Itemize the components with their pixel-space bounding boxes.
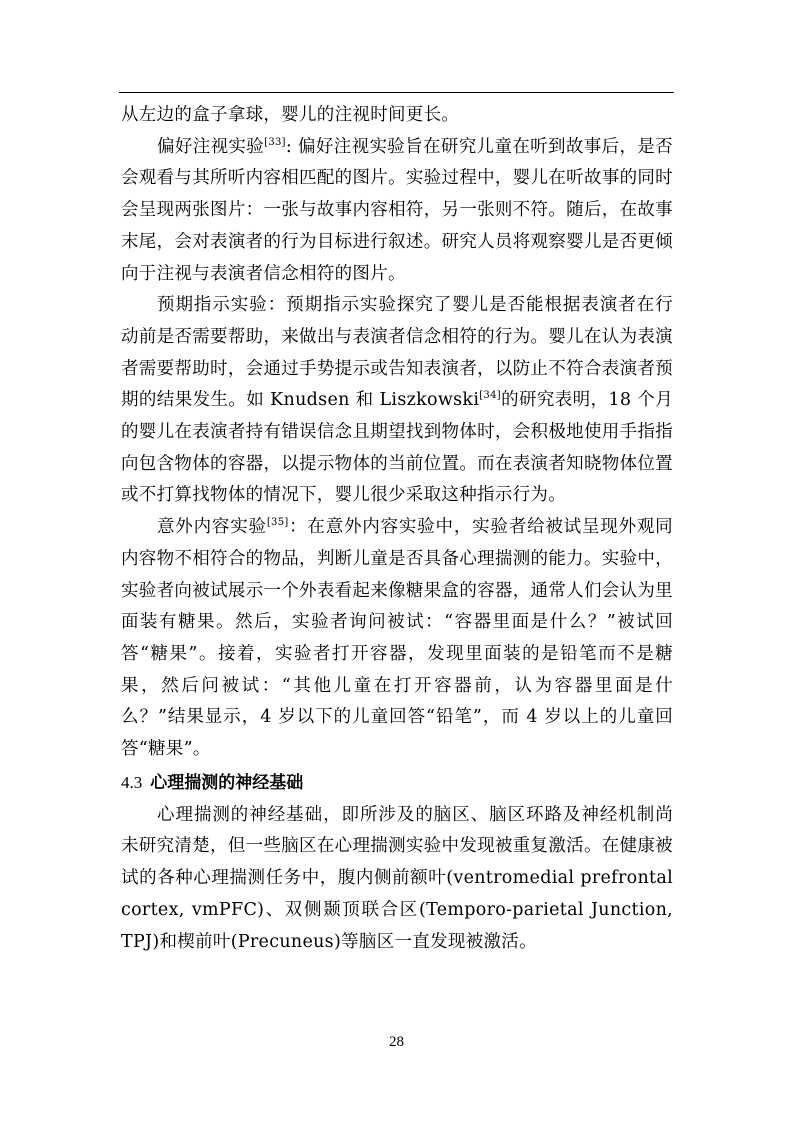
neural-basis-paragraph: 心理揣测的神经基础，即所涉及的脑区、脑区环路及神经机制尚未研究清楚，但一些脑区在心理揣测实验中发现被重复激活。在健康被试的各种心理揣测任务中，腹内侧前额叶(ventromedial prefrontal cortex, vmPFC)、双侧颞顶联合区(Temporo-parietal Junction, TPJ)和楔前叶(Precuneus)等脑区一直发现被激活。 [121,804,673,952]
unexpected-contents-lead: 意外内容实验 [157,517,267,538]
unexpected-contents-paragraph [121,512,673,766]
unexpected-contents-body: ：在意外内容实验中，实验者给被试呈现外观同内容物不相符合的物品，判断儿童是否具备心理揣测的能力。实验中，实验者向被试展示一个外表看起来像糖果盒的容器，通常人们会认为里面装有糖果。然后，实验者询问被试：“容器里面是什么？”被试回答“糖果”。接着，实验者打开容器，发现里面装的是铅笔而不是糖果，然后问被试：“其他儿童在打开容器前，认为容器里面是什么？”结果显示，4 岁以下的儿童回答“铅笔”，而 4 岁以上的儿童回答“糖果”。 [121,517,673,760]
citation-33: [33] [264,136,286,148]
preference-looking-lead: 偏好注视实验 [157,136,265,157]
section-title: 心理揣测的神经基础 [150,772,304,793]
citation-35: [35] [266,517,289,529]
preference-looking-body: : 偏好注视实验旨在研究儿童在听到故事后，是否会观看与其所听内容相匹配的图片。实验过程中，婴儿在听故事的同时会呈现两张图片：一张与故事内容相符，另一张则不符。随后，在故事末尾，会对表演者的行为目标进行叙述。研究人员将观察婴儿是否更倾向于注视与表演者信念相符的图片。 [121,136,673,284]
continuation-paragraph: 从左边的盒子拿球，婴儿的注视时间更长。 [121,105,460,125]
citation-34: [34] [479,390,501,402]
anticipatory-pointing-part2: 的研究表明，18 个月的婴儿在表演者持有错误信念且期望找到物体时，会积极地使用手指指向包含物体的容器，以提示物体的当前位置。而在表演者知晓物体位置或不打算找物体的情况下，婴儿很少采取这种指示行为。 [121,390,673,506]
section-heading [121,766,673,800]
page-number: 28 [389,1034,404,1050]
anticipatory-pointing-part1: 预期指示实验：预期指示实验探究了婴儿是否能根据表演者在行动前是否需要帮助，来做出与表演者信念相符的行为。婴儿在认为表演者需要帮助时，会通过手势提示或告知表演者，以防止不符合表演者预期的结果发生。如 Knudsen 和 Liszkowski [121,295,673,411]
anticipatory-pointing-paragraph [121,290,673,512]
body-text [121,100,673,958]
section-number: 4.3 [121,772,143,792]
preference-looking-paragraph [121,132,673,291]
header-rule [119,92,674,93]
